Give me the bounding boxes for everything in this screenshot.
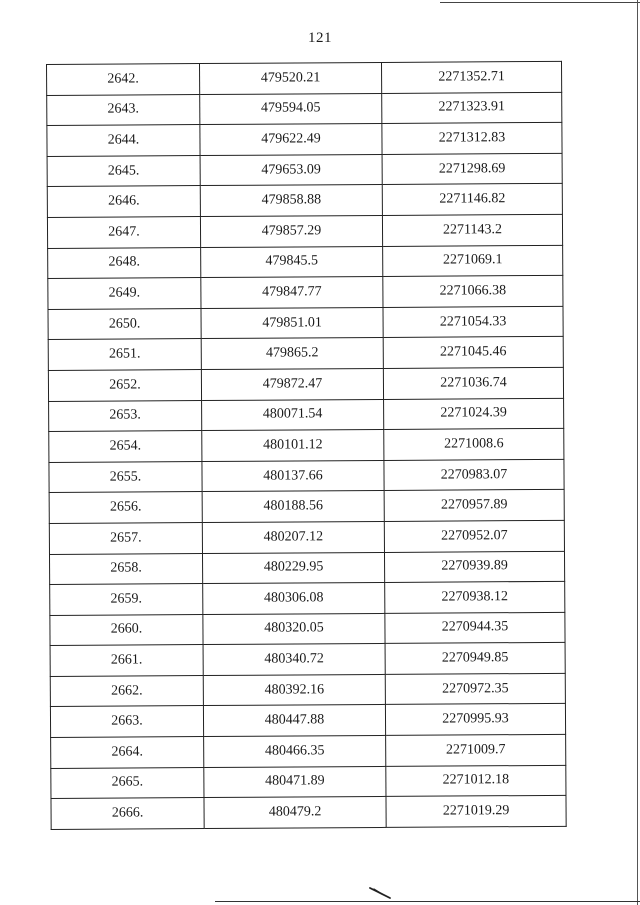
point-number-cell: 2644. <box>47 125 200 157</box>
y-coordinate-cell: 2271298.69 <box>382 153 562 185</box>
y-coordinate-cell: 2271066.38 <box>383 276 563 308</box>
point-number-cell: 2646. <box>47 186 200 218</box>
y-coordinate-cell: 2271312.83 <box>382 123 562 155</box>
point-number-cell: 2660. <box>50 614 203 646</box>
table-row <box>48 337 563 371</box>
point-number-cell: 2642. <box>47 64 200 96</box>
y-coordinate-cell: 2271323.91 <box>382 92 562 124</box>
y-coordinate-cell: 2271012.18 <box>386 765 566 797</box>
point-number-cell: 2649. <box>48 278 201 310</box>
point-number-cell: 2665. <box>51 767 204 799</box>
scan-edge-right <box>637 0 638 905</box>
table-row <box>51 734 566 768</box>
point-number-cell: 2663. <box>50 706 203 738</box>
table-row <box>48 245 563 279</box>
bottom-rule <box>215 901 640 902</box>
point-number-cell: 2651. <box>48 339 201 371</box>
table-row <box>50 581 565 615</box>
table-row <box>49 459 564 493</box>
x-coordinate-cell: 479858.88 <box>200 185 382 217</box>
y-coordinate-cell: 2270972.35 <box>385 673 565 705</box>
table-row <box>49 398 564 432</box>
table-row <box>51 796 566 830</box>
y-coordinate-cell: 2271352.71 <box>381 61 561 93</box>
table-row <box>50 643 565 677</box>
point-number-cell: 2657. <box>49 522 202 554</box>
x-coordinate-cell: 479520.21 <box>200 62 382 94</box>
point-number-cell: 2650. <box>48 308 201 340</box>
x-coordinate-cell: 479872.47 <box>201 368 383 400</box>
x-coordinate-cell: 479857.29 <box>200 215 382 247</box>
y-coordinate-cell: 2270957.89 <box>384 490 564 522</box>
x-coordinate-cell: 479594.05 <box>200 93 382 125</box>
y-coordinate-cell: 2270939.89 <box>384 551 564 583</box>
table-row <box>47 214 562 248</box>
point-number-cell: 2653. <box>49 400 202 432</box>
table-row <box>50 612 565 646</box>
x-coordinate-cell: 480392.16 <box>203 674 385 706</box>
x-coordinate-cell: 480207.12 <box>202 521 384 553</box>
table-row <box>49 551 564 585</box>
table-row <box>48 367 563 401</box>
table-row <box>51 765 566 799</box>
x-coordinate-cell: 480471.89 <box>204 766 386 798</box>
x-coordinate-cell: 480447.88 <box>203 705 385 737</box>
point-number-cell: 2655. <box>49 461 202 493</box>
x-coordinate-cell: 480188.56 <box>202 491 384 523</box>
point-number-cell: 2662. <box>50 675 203 707</box>
coordinates-table-body <box>47 61 567 829</box>
y-coordinate-cell: 2271045.46 <box>383 337 563 369</box>
table-row <box>47 61 562 95</box>
point-number-cell: 2648. <box>48 247 201 279</box>
table-row <box>47 184 562 218</box>
point-number-cell: 2664. <box>51 737 204 769</box>
y-coordinate-cell: 2271036.74 <box>383 367 563 399</box>
point-number-cell: 2658. <box>49 553 202 585</box>
x-coordinate-cell: 480306.08 <box>203 583 385 615</box>
point-number-cell: 2656. <box>49 492 202 524</box>
x-coordinate-cell: 480320.05 <box>203 613 385 645</box>
coordinates-table <box>46 61 567 830</box>
x-coordinate-cell: 479847.77 <box>201 277 383 309</box>
y-coordinate-cell: 2271019.29 <box>386 796 566 828</box>
point-number-cell: 2666. <box>51 798 204 830</box>
table-row <box>47 153 562 187</box>
y-coordinate-cell: 2271024.39 <box>384 398 564 430</box>
x-coordinate-cell: 479851.01 <box>201 307 383 339</box>
point-number-cell: 2652. <box>48 369 201 401</box>
x-coordinate-cell: 480466.35 <box>204 736 386 768</box>
x-coordinate-cell: 480479.2 <box>204 797 386 829</box>
point-number-cell: 2645. <box>47 155 200 187</box>
table-row <box>48 276 563 310</box>
x-coordinate-cell: 480137.66 <box>202 460 384 492</box>
y-coordinate-cell: 2270983.07 <box>384 459 564 491</box>
table-row <box>47 92 562 126</box>
y-coordinate-cell: 2271008.6 <box>384 428 564 460</box>
x-coordinate-cell: 480229.95 <box>202 552 384 584</box>
point-number-cell: 2654. <box>49 431 202 463</box>
table-row <box>47 123 562 157</box>
x-coordinate-cell: 479865.2 <box>201 338 383 370</box>
table-row <box>48 306 563 340</box>
table-row <box>49 428 564 462</box>
x-coordinate-cell: 479845.5 <box>201 246 383 278</box>
x-coordinate-cell: 479653.09 <box>200 154 382 186</box>
y-coordinate-cell: 2271054.33 <box>383 306 563 338</box>
point-number-cell: 2643. <box>47 94 200 126</box>
x-coordinate-cell: 480101.12 <box>202 430 384 462</box>
x-coordinate-cell: 480071.54 <box>202 399 384 431</box>
table-row <box>49 490 564 524</box>
y-coordinate-cell: 2270938.12 <box>385 581 565 613</box>
y-coordinate-cell: 2270952.07 <box>384 520 564 552</box>
point-number-cell: 2647. <box>47 217 200 249</box>
table-row <box>50 704 565 738</box>
point-number-cell: 2659. <box>50 584 203 616</box>
x-coordinate-cell: 480340.72 <box>203 644 385 676</box>
y-coordinate-cell: 2271009.7 <box>386 734 566 766</box>
scan-edge-top <box>440 2 640 3</box>
y-coordinate-cell: 2270944.35 <box>385 612 565 644</box>
x-coordinate-cell: 479622.49 <box>200 124 382 156</box>
y-coordinate-cell: 2271143.2 <box>382 214 562 246</box>
y-coordinate-cell: 2270995.93 <box>385 704 565 736</box>
page-number: 121 <box>308 30 332 46</box>
y-coordinate-cell: 2271069.1 <box>383 245 563 277</box>
pen-mark-icon <box>368 886 408 902</box>
table-row <box>50 673 565 707</box>
point-number-cell: 2661. <box>50 645 203 677</box>
table-row <box>49 520 564 554</box>
y-coordinate-cell: 2270949.85 <box>385 643 565 675</box>
y-coordinate-cell: 2271146.82 <box>382 184 562 216</box>
